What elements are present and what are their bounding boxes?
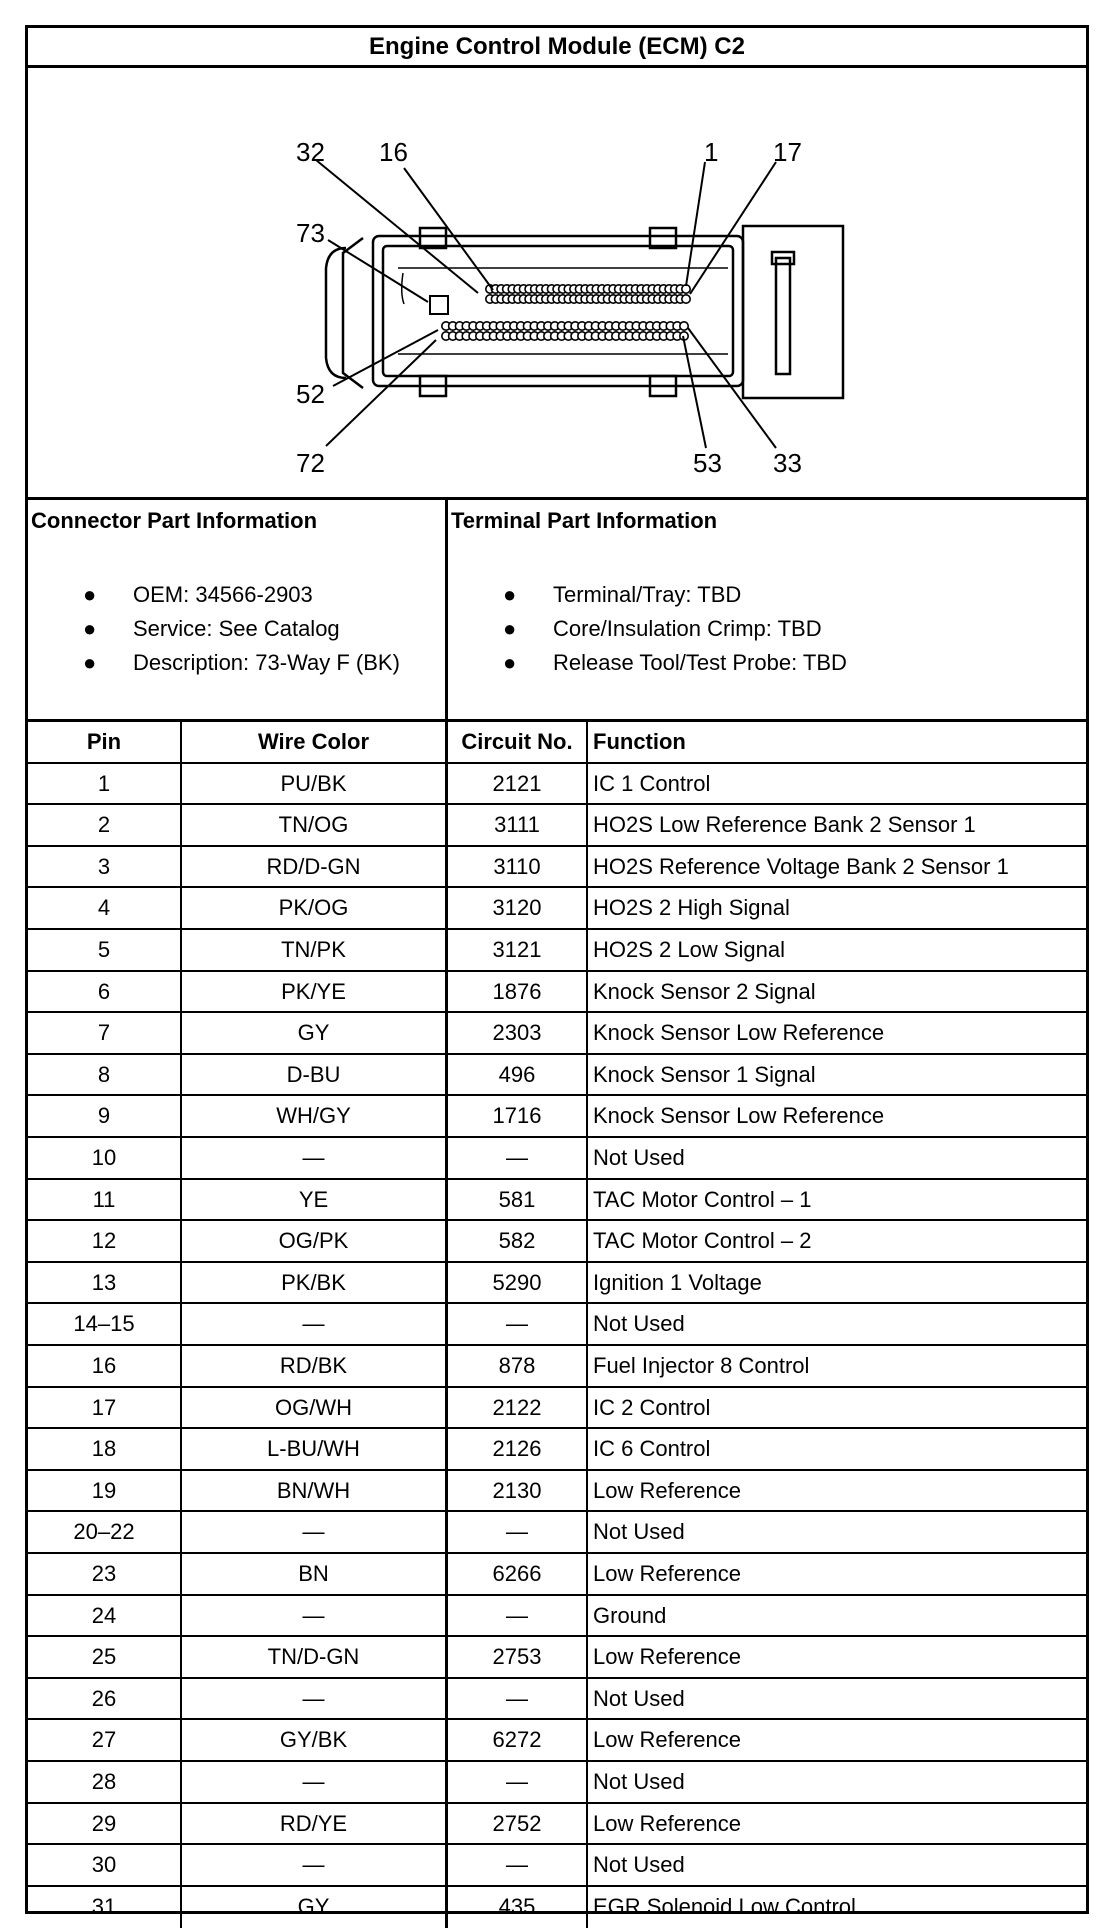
pin-cell: 30 [28, 1845, 182, 1885]
circuit-no-cell: — [448, 1679, 588, 1719]
circuit-no-cell: 2126 [448, 1429, 588, 1469]
circuit-no-cell: 2122 [448, 1388, 588, 1428]
function-cell: Not Used [593, 1852, 685, 1878]
pin-cell: 18 [28, 1429, 182, 1469]
pin-cell: 4 [28, 888, 182, 928]
pin-cell: 31 [28, 1887, 182, 1929]
pin-cell: 6 [28, 972, 182, 1012]
connector-pin [682, 295, 690, 303]
wire-color-cell: GY/BK [182, 1720, 448, 1760]
pin-cell: 7 [28, 1013, 182, 1053]
function-cell: IC 6 Control [593, 1436, 711, 1462]
function-cell: Knock Sensor Low Reference [593, 1020, 885, 1046]
table-row [28, 1512, 1086, 1554]
wire-color-cell: BN/WH [182, 1471, 448, 1511]
circuit-no-cell: 3121 [448, 930, 588, 970]
pin-cell: 14–15 [28, 1304, 182, 1344]
function-cell: HO2S 2 Low Signal [593, 937, 785, 962]
pin-cell: 27 [28, 1720, 182, 1760]
function-cell: Not Used [593, 1519, 685, 1545]
table-row [28, 1055, 1086, 1097]
pin-cell: 28 [28, 1762, 182, 1802]
circuit-no-cell: — [448, 1304, 588, 1344]
circuit-no-cell: 6266 [448, 1554, 588, 1594]
wire-color-cell: PU/BK [182, 764, 448, 804]
circuit-no-cell: 435 [448, 1887, 588, 1929]
circuit-no-cell: — [448, 1512, 588, 1552]
table-row [28, 764, 1086, 806]
page-title: Engine Control Module (ECM) C2 [28, 28, 1086, 68]
wire-color-cell: — [182, 1596, 448, 1636]
connector-diagram [28, 68, 1086, 500]
wire-color-cell: YE [182, 1180, 448, 1220]
function-cell: IC 1 Control [593, 770, 711, 796]
table-row [28, 1679, 1086, 1721]
table-row [28, 1720, 1086, 1762]
pin-cell: 2 [28, 805, 182, 845]
function-cell: HO2S Low Reference Bank 2 Sensor 1 [593, 812, 976, 838]
connector-info-heading: Connector Part Information [31, 508, 318, 533]
list-item: ● Terminal/Tray: TBD [503, 578, 847, 612]
pin-cell: 24 [28, 1596, 182, 1636]
pin-label-17: 17 [773, 137, 802, 167]
wire-color-cell: PK/YE [182, 972, 448, 1012]
circuit-no-cell: 581 [448, 1180, 588, 1220]
wire-color-cell: TN/D-GN [182, 1637, 448, 1677]
wire-color-cell: PK/BK [182, 1263, 448, 1303]
wire-color-cell: — [182, 1679, 448, 1719]
list-item: ● Core/Insulation Crimp: TBD [503, 612, 847, 646]
pin-label-16: 16 [379, 137, 408, 167]
circuit-no-cell: — [448, 1762, 588, 1802]
table-row [28, 1887, 1086, 1929]
circuit-no-cell: 2753 [448, 1637, 588, 1677]
bullet-icon: ● [503, 582, 517, 607]
pin-cell: 12 [28, 1221, 182, 1261]
circuit-no-cell: 6272 [448, 1720, 588, 1760]
bullet-icon: ● [83, 616, 97, 641]
table-row [28, 1471, 1086, 1513]
list-item: ● Description: 73-Way F (BK) [83, 646, 400, 680]
wire-color-cell: RD/BK [182, 1346, 448, 1386]
list-item: ● Service: See Catalog [83, 612, 400, 646]
header-wire-color: Wire Color [182, 722, 448, 762]
table-row [28, 847, 1086, 889]
function-cell: Fuel Injector 8 Control [593, 1353, 810, 1378]
circuit-no-cell: 3120 [448, 888, 588, 928]
table-row [28, 1346, 1086, 1388]
bullet-icon: ● [503, 650, 517, 675]
wire-color-cell: — [182, 1762, 448, 1802]
connector-part-information [28, 500, 448, 719]
circuit-no-cell: 3110 [448, 847, 588, 887]
pin-cell: 29 [28, 1804, 182, 1844]
terminal-part-information [448, 500, 1086, 719]
function-cell: Low Reference [593, 1810, 741, 1836]
table-row [28, 1845, 1086, 1887]
connector-sheet [25, 25, 1089, 1919]
terminal-info-heading: Terminal Part Information [451, 508, 718, 533]
function-cell: Not Used [593, 1145, 685, 1170]
wire-color-cell: BN [182, 1554, 448, 1594]
wire-color-cell: OG/PK [182, 1221, 448, 1261]
wire-color-cell: TN/OG [182, 805, 448, 845]
table-row [28, 1263, 1086, 1305]
connector-pin [682, 285, 690, 293]
pin-cell: 13 [28, 1263, 182, 1303]
table-row [28, 1804, 1086, 1846]
table-row [28, 1304, 1086, 1346]
wire-color-cell: — [182, 1845, 448, 1885]
pin-cell: 20–22 [28, 1512, 182, 1552]
circuit-no-cell: — [448, 1845, 588, 1885]
function-cell: Low Reference [593, 1727, 741, 1753]
wire-color-cell: D-BU [182, 1055, 448, 1095]
table-row [28, 972, 1086, 1014]
circuit-no-cell: 582 [448, 1221, 588, 1261]
circuit-no-cell: 2121 [448, 764, 588, 804]
function-cell: Ignition 1 Voltage [593, 1269, 762, 1295]
function-cell: HO2S Reference Voltage Bank 2 Sensor 1 [593, 853, 1009, 879]
function-cell: EGR Solenoid Low Control [593, 1893, 856, 1919]
pin-label-1: 1 [704, 137, 719, 167]
table-row [28, 1096, 1086, 1138]
table-row [28, 1637, 1086, 1679]
table-row [28, 1138, 1086, 1180]
wire-color-cell: RD/D-GN [182, 847, 448, 887]
wire-color-cell: OG/WH [182, 1388, 448, 1428]
circuit-no-cell: 2752 [448, 1804, 588, 1844]
table-row [28, 805, 1086, 847]
function-cell: Not Used [593, 1685, 685, 1711]
connector-face-drawing [28, 68, 1086, 498]
table-header-row [28, 722, 1086, 764]
circuit-no-cell: — [448, 1138, 588, 1178]
pin-cell: 9 [28, 1096, 182, 1136]
table-row [28, 888, 1086, 930]
terminal-info-list [503, 578, 847, 680]
header-pin: Pin [28, 722, 182, 762]
circuit-no-cell: 2130 [448, 1471, 588, 1511]
wire-color-cell: — [182, 1138, 448, 1178]
circuit-no-cell: 2303 [448, 1013, 588, 1053]
function-cell: IC 2 Control [593, 1394, 711, 1420]
function-cell: Low Reference [593, 1644, 741, 1670]
table-row [28, 1596, 1086, 1638]
wire-color-cell: GY [182, 1013, 448, 1053]
part-information [28, 500, 1086, 722]
table-row [28, 1013, 1086, 1055]
circuit-no-cell: 1716 [448, 1096, 588, 1136]
pin-cell: 25 [28, 1637, 182, 1677]
function-cell: Low Reference [593, 1561, 741, 1586]
circuit-no-cell: 1876 [448, 972, 588, 1012]
pinout-table [28, 722, 1086, 1919]
pin-cell: 19 [28, 1471, 182, 1511]
list-item: ● Release Tool/Test Probe: TBD [503, 646, 847, 680]
function-cell: Knock Sensor Low Reference [593, 1103, 885, 1129]
pin-label-72: 72 [296, 448, 325, 478]
function-cell: Low Reference [593, 1477, 741, 1503]
pin-cell: 11 [28, 1180, 182, 1220]
wire-color-cell: WH/GY [182, 1096, 448, 1136]
wire-color-cell: L-BU/WH [182, 1429, 448, 1469]
table-row [28, 1429, 1086, 1471]
pin-cell: 17 [28, 1388, 182, 1428]
circuit-no-cell: — [448, 1596, 588, 1636]
circuit-no-cell: 878 [448, 1346, 588, 1386]
wire-color-cell: GY [182, 1887, 448, 1929]
function-cell: Not Used [593, 1311, 685, 1337]
pin-cell: 8 [28, 1055, 182, 1095]
bullet-icon: ● [503, 616, 517, 641]
header-circuit-no: Circuit No. [448, 722, 588, 762]
pin-label-73: 73 [296, 218, 325, 248]
pin-label-53: 53 [693, 448, 722, 478]
table-row [28, 1388, 1086, 1430]
wire-color-cell: — [182, 1304, 448, 1344]
wire-color-cell: PK/OG [182, 888, 448, 928]
function-cell: HO2S 2 High Signal [593, 895, 790, 921]
function-cell: Not Used [593, 1769, 685, 1794]
table-row [28, 930, 1086, 972]
wire-color-cell: RD/YE [182, 1804, 448, 1844]
pin-cell: 23 [28, 1554, 182, 1594]
header-function: Function [593, 729, 686, 754]
pin-label-33: 33 [773, 448, 802, 478]
connector-pin [680, 322, 688, 330]
circuit-no-cell: 496 [448, 1055, 588, 1095]
connector-info-list [83, 578, 400, 680]
table-row [28, 1762, 1086, 1804]
pin-cell: 26 [28, 1679, 182, 1719]
wire-color-cell: — [182, 1512, 448, 1552]
table-row [28, 1180, 1086, 1222]
function-cell: TAC Motor Control – 2 [593, 1228, 812, 1254]
circuit-no-cell: 5290 [448, 1263, 588, 1303]
pin-cell: 16 [28, 1346, 182, 1386]
pin-label-32: 32 [296, 137, 325, 167]
pin-cell: 5 [28, 930, 182, 970]
wire-color-cell: TN/PK [182, 930, 448, 970]
circuit-no-cell: 3111 [448, 805, 588, 845]
function-cell: TAC Motor Control – 1 [593, 1186, 812, 1212]
function-cell: Knock Sensor 1 Signal [593, 1061, 816, 1087]
bullet-icon: ● [83, 650, 97, 675]
function-cell: Knock Sensor 2 Signal [593, 978, 816, 1004]
pin-cell: 10 [28, 1138, 182, 1178]
pin-cell: 1 [28, 764, 182, 804]
bullet-icon: ● [83, 582, 97, 607]
function-cell: Ground [593, 1602, 667, 1628]
pin-cell: 3 [28, 847, 182, 887]
list-item: ● OEM: 34566-2903 [83, 578, 400, 612]
pin-label-52: 52 [296, 379, 325, 409]
table-row [28, 1221, 1086, 1263]
table-row [28, 1554, 1086, 1596]
